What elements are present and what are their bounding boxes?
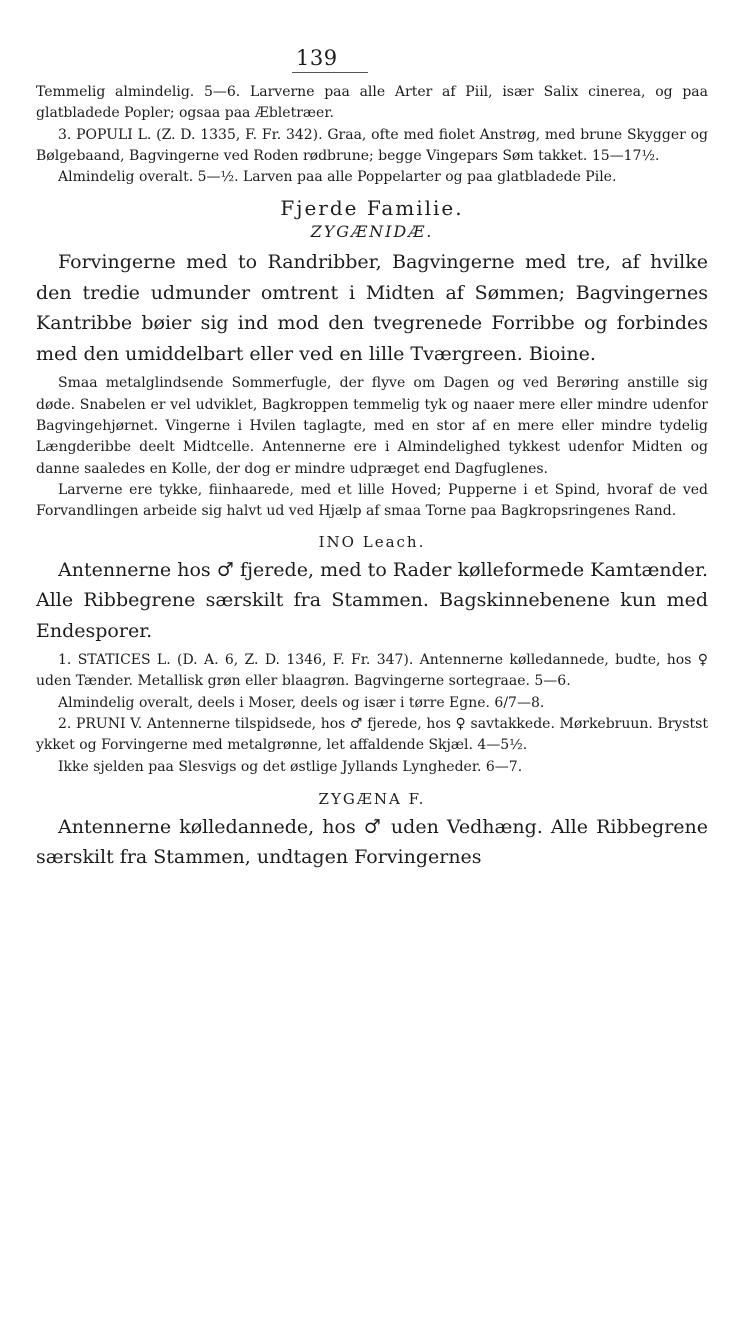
genus-zygaena-heading: ZYGÆNA F. (318, 789, 426, 808)
genus-ino-description: Antennerne hos ♂ fjerede, med to Rader kølleformede Kamtænder. Alle Ribbegrene særskilt fra Stammen. Bagskinnebenene kun med Endesporer. (36, 558, 708, 642)
page-body (36, 82, 708, 873)
family-description: Forvingerne med to Randribber, Bagvingerne med tre, af hvilke den tredie udmunder omtrent i Midten af Sømmen; Bagvingernes Kantribbe bøier sig ind mod den tvegrenede Forribbe og forbindes med den umiddelbart eller ved en lille Tværgreen. Bioine. (36, 251, 708, 365)
genus-zygaena-description: Antennerne kølledannede, hos ♂ uden Vedhæng. Alle Ribbegrene særskilt fra Stammen, undtagen Forvingernes (36, 815, 708, 869)
page-number-rule (292, 72, 368, 73)
species-statices: 1. STATICES L. (D. A. 6, Z. D. 1346, F. Fr. 347). Antennerne kølledannede, budte, hos ♀ uden Tænder. Metallisk grøn eller blaagrøn. Bagvingerne sortegraae. 5—6. (36, 652, 708, 690)
species-pruni-note: Ikke sjelden paa Slesvigs og det østlige Jyllands Lyngheder. 6—7. (58, 758, 523, 775)
species-populi-note: Almindelig overalt. 5—½. Larven paa alle Poppelarter og paa glatbladede Pile. (58, 169, 617, 186)
page-number: 139 (296, 46, 338, 70)
family-notes: Smaa metalglindsende Sommerfugle, der flyve om Dagen og ved Berøring anstille sig døde. Snabelen er vel udviklet, Bagkroppen temmelig tyk og naaer mere eller mindre udenfor Bagvingehjørnet. Vingerne i Hvilen taglagte, med en stor af en mere eller mindre tydelig Længderibbe deelt Midtcelle. Antennerne ere i Almindelighed tykkest udenfor Midten og danne saaledes en Kolle, der dog er mindre udpræget end Dagfuglenes. (36, 375, 708, 477)
species-pruni: 2. PRUNI V. Antennerne tilspidsede, hos ♂ fjerede, hos ♀ savtakkede. Mørkebruun. Brystst ykket og Forvingerne med metalgrønne, let affaldende Skjæl. 4—5½. (36, 715, 708, 754)
paragraph-continued: Temmelig almindelig. 5—6. Larverne paa alle Arter af Piil, især Salix cinerea, og paa glatbladede Popler; ogsaa paa Æbletræer. (36, 84, 708, 122)
family-name: ZYGÆNIDÆ. (310, 222, 434, 242)
family-heading: Fjerde Familie. (280, 196, 464, 221)
genus-ino-heading: INO Leach. (318, 532, 426, 551)
family-larvae-notes: Larverne ere tykke, fiinhaarede, med et lille Hoved; Pupperne i et Spind, hvoraf de ved Forvandlingen arbeide sig halvt ud ved Hjælp af smaa Torne paa Bagkropsringenes Rand. (36, 481, 708, 520)
species-populi: 3. POPULI L. (Z. D. 1335, F. Fr. 342). Graa, ofte med fiolet Anstrøg, med brune Skygger og Bølgebaand, Bagvingerne ved Roden rødbrune; begge Vingepars Søm takket. 15—17½. (36, 126, 708, 164)
species-statices-note: Almindelig overalt, deels i Moser, deels og især i tørre Egne. 6/7—8. (58, 694, 545, 711)
